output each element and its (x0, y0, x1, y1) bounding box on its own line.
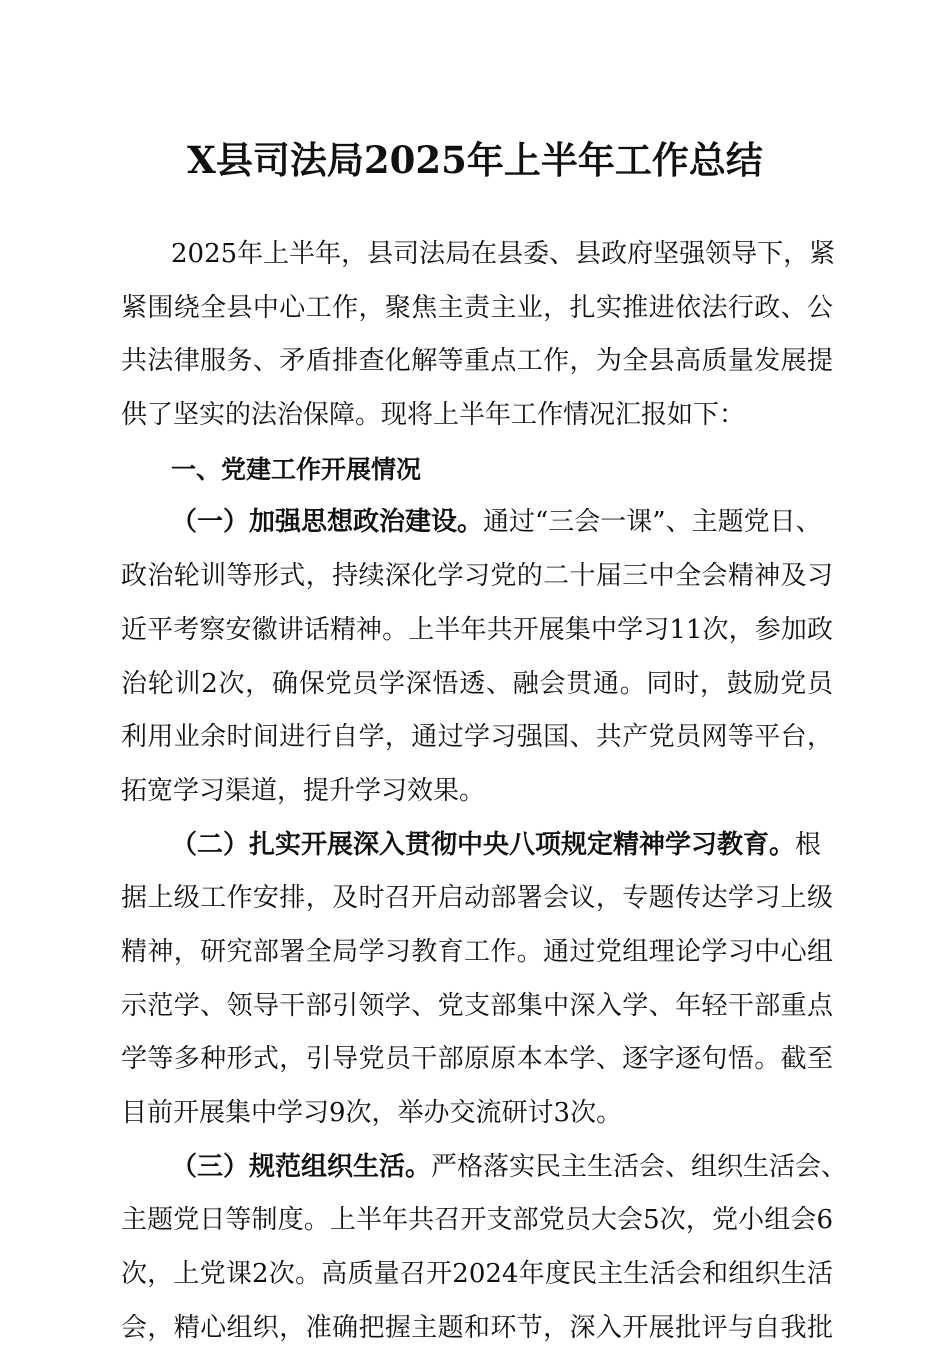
paragraph-line: 精神，研究部署全局学习教育工作。通过党组理论学习中心组 (121, 936, 833, 967)
paragraph-line: 紧围绕全县中心工作，聚焦主责主业，扎实推进依法行政、公 (121, 292, 833, 323)
paragraph-text: 通过“三会一课”、主题党日、 (483, 507, 822, 538)
paragraph-line: 政治轮训等形式，持续深化学习党的二十届三中全会精神及习 (121, 561, 833, 592)
paragraph-line: 利用业余时间进行自学，通过学习强国、共产党员网等平台， (121, 722, 833, 753)
document-body (121, 228, 848, 1355)
section-heading: 一、党建工作开展情况 (171, 454, 422, 484)
paragraph-line: 共法律服务、矛盾排查化解等重点工作，为全县高质量发展提 (121, 346, 833, 377)
paragraph-line: 目前开展集中学习9次，举办交流研讨3次。 (121, 1098, 623, 1128)
paragraph-line: 2025年上半年，县司法局在县委、县政府坚强领导下，紧 (171, 239, 836, 269)
paragraph-text: 根 (795, 829, 822, 860)
paragraph-line: 学等多种形式，引导党员干部原原本本学、逐字逐句悟。截至 (121, 1044, 833, 1075)
paragraph-line: 供了坚实的法治保障。现将上半年工作情况汇报如下： (121, 400, 746, 431)
paragraph-line: 据上级工作安排，及时召开启动部署会议，专题传达学习上级 (121, 883, 833, 914)
paragraph-line (121, 496, 833, 550)
paragraph-line: 近平考察安徽讲话精神。上半年共开展集中学习11次，参加政 (121, 614, 833, 645)
document-title: X县司法局2025年上半年工作总结 (187, 138, 763, 182)
paragraph-line: 治轮训2次，确保党员学深悟透、融会贯通。同时，鼓励党员 (121, 668, 833, 699)
paragraph-line: 次，上党课2次。高质量召开2024年度民主生活会和组织生活 (121, 1259, 833, 1290)
paragraph-line: 示范学、领导干部引领学、党支部集中深入学、年轻干部重点 (121, 990, 833, 1021)
subsection-lead: （二）扎实开展深入贯彻中央八项规定精神学习教育。 (171, 829, 796, 860)
paragraph-line (121, 1141, 848, 1195)
paragraph-line (121, 819, 833, 873)
subsection-lead: （一）加强思想政治建设。 (171, 507, 484, 538)
paragraph-line: 主题党日等制度。上半年共召开支部党员大会5次，党小组会6 (121, 1205, 833, 1236)
paragraph-line: 会，精心组织，准确把握主题和环节，深入开展批评与自我批 (121, 1312, 833, 1343)
paragraph-text: 严格落实民主生活会、组织生活会、 (431, 1151, 848, 1182)
subsection-lead: （三）规范组织生活。 (171, 1151, 432, 1182)
paragraph-line: 拓宽学习渠道，提升学习效果。 (121, 775, 486, 806)
